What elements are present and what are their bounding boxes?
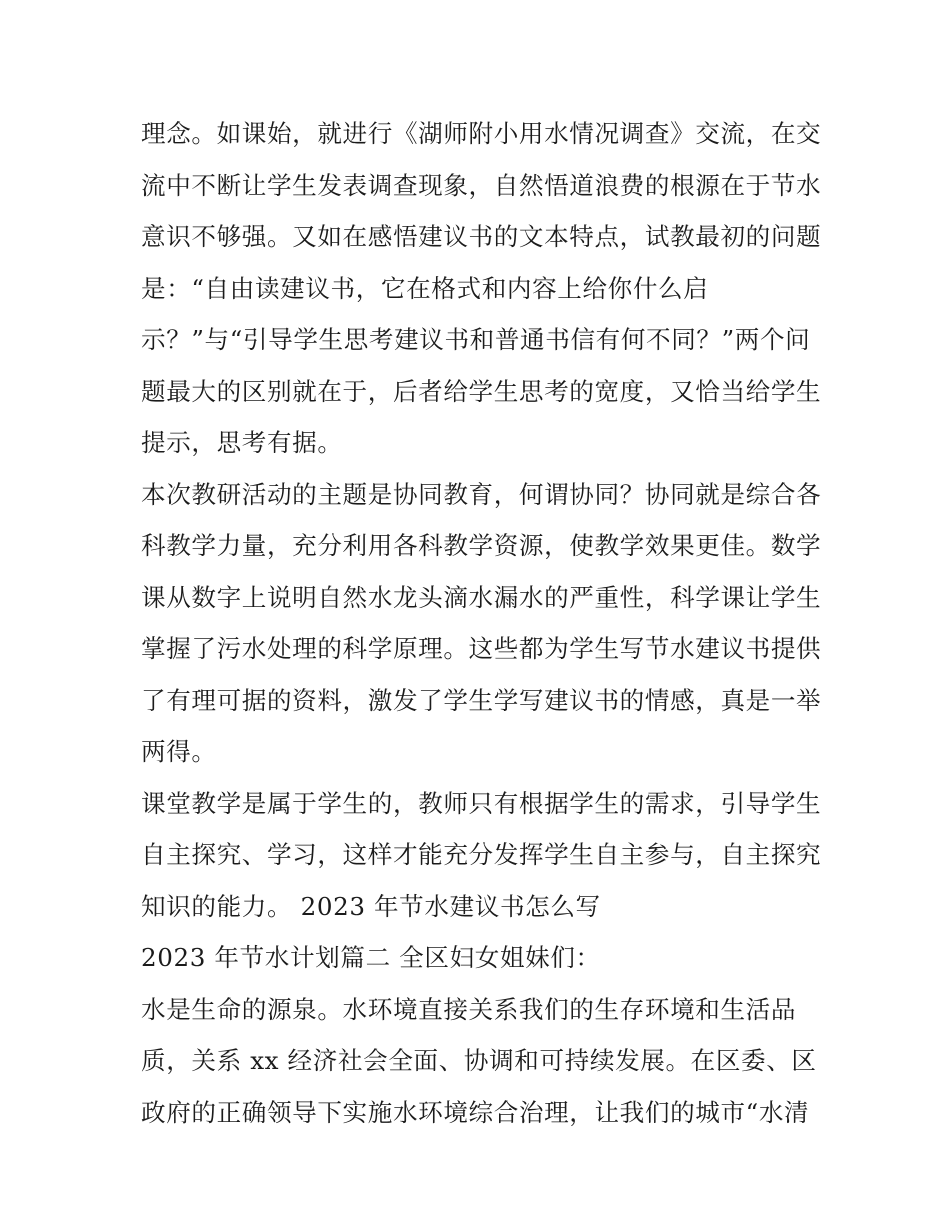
- text-line-9: 科教学力量，充分利用各科教学资源，使教学效果更佳。数学: [141, 531, 822, 560]
- text-line-10: 课从数字上说明自然水龙头滴水漏水的严重性，科学课让学生: [141, 582, 822, 612]
- text-line-11: 掌握了污水处理的科学原理。这些都为学生写节水建议书提供: [141, 634, 822, 663]
- text-line-18: 水是生命的源泉。水环境直接关系我们的生存环境和生活品: [141, 994, 797, 1024]
- text-line-1: 理念。如课始，就进行《湖师附小用水情况调查》交流，在交: [141, 119, 822, 148]
- text-line-6: 题最大的区别就在于，后者给学生思考的宽度，又恰当给学生: [141, 376, 822, 406]
- text-line-5: 示？”与“引导学生思考建议书和普通书信有何不同？”两个问: [141, 325, 811, 354]
- text-line-4: 是：“自由读建议书，它在格式和内容上给你什么启: [141, 273, 709, 303]
- text-line-7: 提示，思考有据。: [141, 428, 343, 457]
- text-line-16: 知识的能力。 2023 年节水建议书怎么写: [141, 891, 601, 921]
- text-line-19: 质，关系 xx 经济社会全面、协调和可持续发展。在区委、区: [141, 1046, 817, 1075]
- document-body: [141, 108, 821, 1138]
- text-line-20: 政府的正确领导下实施水环境综合治理，让我们的城市“水清: [141, 1097, 810, 1127]
- text-line-12: 了有理可据的资料，激发了学生学写建议书的情感，真是一举: [141, 685, 822, 715]
- text-line-17: 2023 年节水计划篇二 全区妇女姐妹们：: [141, 943, 601, 972]
- text-line-13: 两得。: [141, 737, 217, 766]
- text-line-2: 流中不断让学生发表调查现象，自然悟道浪费的根源在于节水: [141, 170, 822, 200]
- text-line-3: 意识不够强。又如在感悟建议书的文本特点，试教最初的问题: [141, 222, 822, 251]
- text-line-14: 课堂教学是属于学生的，教师只有根据学生的需求，引导学生: [141, 788, 822, 818]
- text-line-15: 自主探究、学习，这样才能充分发挥学生自主参与，自主探究: [141, 840, 822, 869]
- text-line-8: 本次教研活动的主题是协同教育，何谓协同？协同就是综合各: [141, 479, 822, 509]
